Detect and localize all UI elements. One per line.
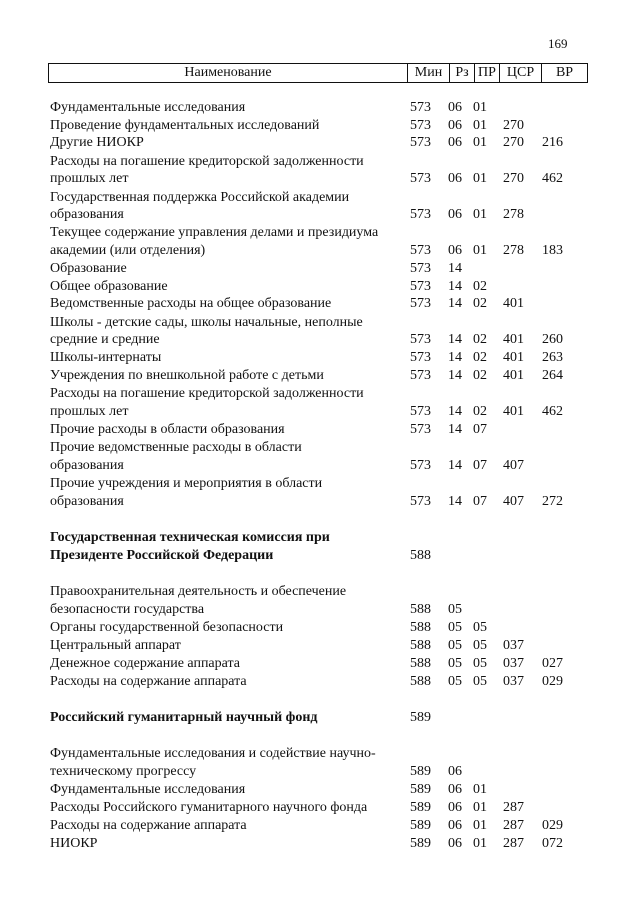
cell-min: 573 <box>410 404 431 419</box>
cell-rz: 06 <box>448 782 462 797</box>
cell-name: прошлых лет <box>50 171 129 186</box>
cell-min: 589 <box>410 710 431 725</box>
cell-rz: 06 <box>448 836 462 851</box>
cell-pr: 01 <box>473 207 487 222</box>
cell-pr: 05 <box>473 638 487 653</box>
table-row <box>0 601 640 619</box>
cell-min: 589 <box>410 800 431 815</box>
cell-vr: 216 <box>542 135 563 150</box>
cell-vr: 029 <box>542 674 563 689</box>
table-row <box>0 224 640 242</box>
cell-pr: 02 <box>473 404 487 419</box>
cell-min: 573 <box>410 494 431 509</box>
cell-min: 573 <box>410 100 431 115</box>
table-row <box>0 314 640 332</box>
table-row <box>0 439 640 457</box>
cell-min: 588 <box>410 638 431 653</box>
cell-rz: 14 <box>448 296 462 311</box>
cell-min: 588 <box>410 620 431 635</box>
table-row <box>0 655 640 673</box>
table-row <box>0 331 640 349</box>
table-row <box>0 835 640 853</box>
cell-csr: 401 <box>503 404 524 419</box>
cell-rz: 14 <box>448 422 462 437</box>
cell-pr: 01 <box>473 118 487 133</box>
cell-min: 573 <box>410 458 431 473</box>
cell-rz: 06 <box>448 800 462 815</box>
table-row <box>0 619 640 637</box>
cell-csr: 037 <box>503 674 524 689</box>
cell-min: 573 <box>410 332 431 347</box>
header-rz: Рз <box>449 64 474 82</box>
cell-rz: 06 <box>448 243 462 258</box>
cell-rz: 14 <box>448 350 462 365</box>
cell-csr: 278 <box>503 207 524 222</box>
cell-min: 573 <box>410 135 431 150</box>
cell-pr: 05 <box>473 674 487 689</box>
cell-name: Школы-интернаты <box>50 350 162 365</box>
cell-rz: 05 <box>448 674 462 689</box>
table-row <box>0 295 640 313</box>
cell-rz: 14 <box>448 261 462 276</box>
cell-csr: 401 <box>503 296 524 311</box>
page-number: 169 <box>548 36 568 51</box>
table-row <box>0 153 640 171</box>
cell-name: Государственная техническая комиссия при <box>50 530 330 545</box>
cell-rz: 05 <box>448 620 462 635</box>
cell-rz: 14 <box>448 368 462 383</box>
cell-name: Учреждения по внешкольной работе с детьми <box>50 368 324 383</box>
cell-rz: 06 <box>448 171 462 186</box>
cell-pr: 02 <box>473 296 487 311</box>
cell-pr: 01 <box>473 818 487 833</box>
table-row <box>0 529 640 547</box>
cell-name: Центральный аппарат <box>50 638 181 653</box>
cell-name: Расходы Российского гуманитарного научного фонда <box>50 800 368 815</box>
table-row <box>0 278 640 296</box>
cell-pr: 07 <box>473 458 487 473</box>
cell-rz: 14 <box>448 332 462 347</box>
header-min: Мин <box>407 64 449 82</box>
cell-vr: 183 <box>542 243 563 258</box>
cell-min: 573 <box>410 207 431 222</box>
cell-name: Прочие ведомственные расходы в области <box>50 440 302 455</box>
cell-name: техническому прогрессу <box>50 764 197 779</box>
cell-name: Расходы на погашение кредиторской задолженности <box>50 154 364 169</box>
cell-vr: 263 <box>542 350 563 365</box>
cell-min: 588 <box>410 602 431 617</box>
table-row <box>0 170 640 188</box>
cell-csr: 401 <box>503 332 524 347</box>
cell-rz: 14 <box>448 494 462 509</box>
cell-csr: 287 <box>503 818 524 833</box>
cell-name: образования <box>50 458 124 473</box>
cell-name: Правоохранительная деятельность и обеспечение <box>50 584 347 599</box>
cell-name: Фундаментальные исследования и содействие научно- <box>50 746 376 761</box>
cell-name: Фундаментальные исследования <box>50 782 246 797</box>
cell-name: Прочие расходы в области образования <box>50 422 285 437</box>
table-row <box>0 583 640 601</box>
table-row <box>0 475 640 493</box>
cell-pr: 02 <box>473 368 487 383</box>
cell-rz: 06 <box>448 100 462 115</box>
table-row <box>0 457 640 475</box>
cell-csr: 287 <box>503 836 524 851</box>
table-row <box>0 817 640 835</box>
cell-name: средние и средние <box>50 332 160 347</box>
cell-csr: 287 <box>503 800 524 815</box>
table-row <box>0 673 640 691</box>
table-row <box>0 745 640 763</box>
cell-name: Проведение фундаментальных исследований <box>50 118 320 133</box>
cell-pr: 07 <box>473 422 487 437</box>
cell-vr: 272 <box>542 494 563 509</box>
table-row <box>0 117 640 135</box>
cell-min: 589 <box>410 764 431 779</box>
cell-min: 573 <box>410 243 431 258</box>
cell-pr: 01 <box>473 100 487 115</box>
cell-min: 588 <box>410 656 431 671</box>
table-row <box>0 637 640 655</box>
cell-pr: 02 <box>473 350 487 365</box>
table-row <box>0 367 640 385</box>
table-row <box>0 781 640 799</box>
table-row <box>0 403 640 421</box>
cell-pr: 01 <box>473 836 487 851</box>
table-row <box>0 547 640 565</box>
cell-vr: 027 <box>542 656 563 671</box>
cell-csr: 270 <box>503 135 524 150</box>
cell-name: прошлых лет <box>50 404 129 419</box>
cell-min: 573 <box>410 296 431 311</box>
cell-name: Российский гуманитарный научный фонд <box>50 710 318 725</box>
table-row <box>0 99 640 117</box>
cell-min: 573 <box>410 118 431 133</box>
cell-rz: 14 <box>448 404 462 419</box>
cell-csr: 401 <box>503 350 524 365</box>
cell-min: 589 <box>410 818 431 833</box>
header-name: Наименование <box>184 65 272 80</box>
cell-rz: 14 <box>448 458 462 473</box>
cell-name: Ведомственные расходы на общее образование <box>50 296 332 311</box>
cell-min: 573 <box>410 422 431 437</box>
cell-min: 588 <box>410 674 431 689</box>
cell-rz: 06 <box>448 118 462 133</box>
cell-name: Государственная поддержка Российской академии <box>50 190 350 205</box>
cell-rz: 05 <box>448 602 462 617</box>
cell-csr: 037 <box>503 638 524 653</box>
cell-rz: 06 <box>448 207 462 222</box>
table-row <box>0 206 640 224</box>
cell-pr: 01 <box>473 243 487 258</box>
cell-name: безопасности государства <box>50 602 205 617</box>
cell-name: академии (или отделения) <box>50 243 206 258</box>
cell-pr: 01 <box>473 171 487 186</box>
cell-name: НИОКР <box>50 836 98 851</box>
cell-csr: 278 <box>503 243 524 258</box>
cell-vr: 260 <box>542 332 563 347</box>
cell-vr: 264 <box>542 368 563 383</box>
table-row <box>0 763 640 781</box>
table-row <box>0 260 640 278</box>
cell-pr: 07 <box>473 494 487 509</box>
table-row <box>0 134 640 152</box>
cell-name: Президенте Российской Федерации <box>50 548 274 563</box>
cell-min: 588 <box>410 548 431 563</box>
cell-name: Общее образование <box>50 279 168 294</box>
cell-pr: 05 <box>473 620 487 635</box>
cell-rz: 06 <box>448 135 462 150</box>
cell-name: Фундаментальные исследования <box>50 100 246 115</box>
cell-name: Расходы на содержание аппарата <box>50 818 247 833</box>
table-row <box>0 709 640 727</box>
cell-rz: 06 <box>448 818 462 833</box>
cell-vr: 462 <box>542 171 563 186</box>
cell-min: 573 <box>410 368 431 383</box>
table-row <box>0 242 640 260</box>
cell-name: Прочие учреждения и мероприятия в области <box>50 476 323 491</box>
cell-name: Текущее содержание управления делами и президиума <box>50 225 379 240</box>
cell-rz: 14 <box>448 279 462 294</box>
cell-vr: 462 <box>542 404 563 419</box>
cell-csr: 037 <box>503 656 524 671</box>
cell-pr: 05 <box>473 656 487 671</box>
cell-name: Денежное содержание аппарата <box>50 656 241 671</box>
cell-pr: 02 <box>473 332 487 347</box>
cell-csr: 270 <box>503 118 524 133</box>
cell-min: 573 <box>410 279 431 294</box>
cell-min: 589 <box>410 836 431 851</box>
table-row <box>0 385 640 403</box>
cell-rz: 05 <box>448 656 462 671</box>
cell-vr: 072 <box>542 836 563 851</box>
table-row <box>0 349 640 367</box>
cell-csr: 401 <box>503 368 524 383</box>
cell-rz: 06 <box>448 764 462 779</box>
cell-min: 573 <box>410 171 431 186</box>
cell-pr: 01 <box>473 782 487 797</box>
cell-name: Органы государственной безопасности <box>50 620 284 635</box>
cell-min: 589 <box>410 782 431 797</box>
cell-pr: 01 <box>473 135 487 150</box>
cell-name: Расходы на погашение кредиторской задолженности <box>50 386 364 401</box>
cell-min: 573 <box>410 261 431 276</box>
header-vr: ВР <box>541 64 587 82</box>
cell-name: Школы - детские сады, школы начальные, неполные <box>50 315 363 330</box>
table-row <box>0 493 640 511</box>
header-pr: ПР <box>474 64 499 82</box>
cell-name: образования <box>50 494 124 509</box>
cell-csr: 407 <box>503 494 524 509</box>
cell-vr: 029 <box>542 818 563 833</box>
cell-pr: 01 <box>473 800 487 815</box>
cell-pr: 02 <box>473 279 487 294</box>
cell-rz: 05 <box>448 638 462 653</box>
cell-csr: 407 <box>503 458 524 473</box>
cell-min: 573 <box>410 350 431 365</box>
table-row <box>0 189 640 207</box>
table-row <box>0 421 640 439</box>
cell-name: образования <box>50 207 124 222</box>
table-row <box>0 799 640 817</box>
cell-name: Образование <box>50 261 127 276</box>
cell-name: Другие НИОКР <box>50 135 144 150</box>
cell-csr: 270 <box>503 171 524 186</box>
cell-name: Расходы на содержание аппарата <box>50 674 247 689</box>
header-csr: ЦСР <box>499 64 541 82</box>
